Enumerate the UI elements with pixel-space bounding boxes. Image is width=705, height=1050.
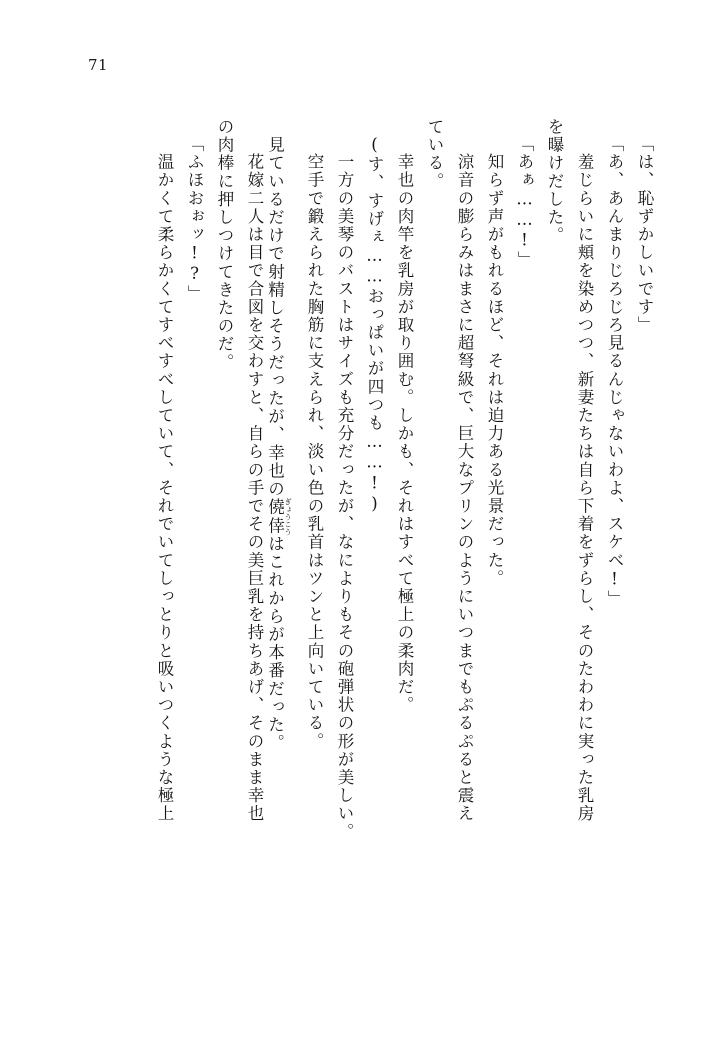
text-column-11: 一方の美琴のバストはサイズも充分だったが、なによりもその砲弾状の形が美しい。 [335, 135, 354, 841]
text-column-1: 「は、恥ずかしいです」 [635, 135, 654, 335]
text-column-6: 知らず声がもれるほど、それは迫力ある光景だった。 [485, 135, 504, 588]
text-column-15: の肉棒に押しつけてきたのだ。 [215, 118, 234, 372]
text-column-4: を曝けだした。 [545, 118, 564, 245]
text-column-14: 花嫁二人は目で合図を交わすと、自らの手でその美巨乳を持ちあげ、そのまま幸也 [245, 135, 264, 823]
text-column-5: 「あぁ……!」 [515, 135, 534, 270]
text-column-9: 幸也の肉竿を乳房が取り囲む。しかも、それはすべて極上の柔肉だ。 [395, 135, 414, 715]
text-run-after-ruby: はこれからが本番だった。 [265, 534, 285, 753]
page-number: 71 [88, 56, 109, 74]
text-column-13 [262, 118, 292, 978]
body-text [52, 118, 652, 978]
text-column-12: 空手で鍛えられた胸筋に支えられ、淡い色の乳首はツンと上向いている。 [305, 135, 324, 751]
text-column-10: (す、すげぇ……おっぱいが四つも……!) [365, 135, 384, 515]
text-column-8: ている。 [425, 118, 444, 191]
text-run-before-ruby: 見ているだけで射精しそうだったが、幸也の [265, 118, 285, 499]
ruby-base: 僥倖 [265, 497, 285, 536]
text-column-2: 「あ、あんまりじろじろ見るんじゃないわよ、スケベ!」 [605, 135, 624, 609]
text-column-7: 涼音の膨らみはまさに超弩級で、巨大なプリンのようにいつまでもぷるぷると震え [455, 135, 474, 823]
ruby-gyoukou [265, 497, 293, 536]
ruby-text: ぎょうこう [283, 497, 293, 536]
text-column-16: 「ふほおぉッ!?」 [185, 135, 204, 303]
text-column-17: 温かくて柔らかくてすべすべしていて、それでいてしっとりと吸いつくような極上 [155, 135, 174, 823]
text-column-3: 羞じらいに頬を染めつつ、新妻たちは自ら下着をずらし、そのたわわに実った乳房 [575, 135, 594, 823]
